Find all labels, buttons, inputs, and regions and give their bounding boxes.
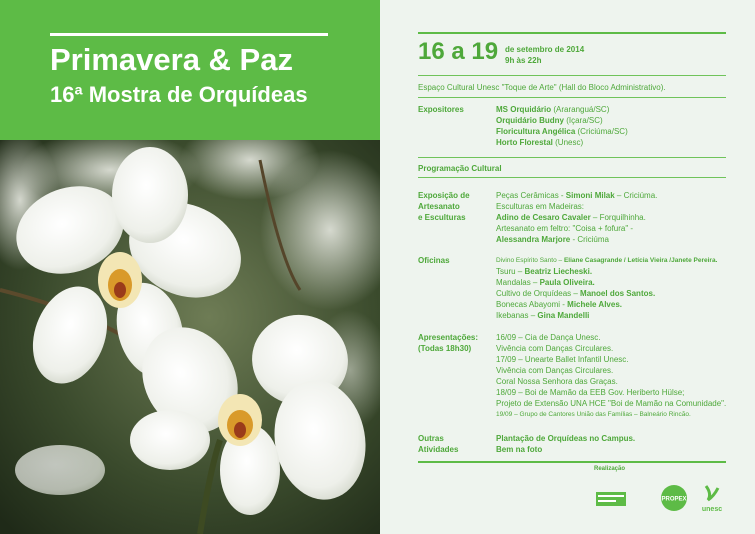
exposicao-list — [496, 190, 657, 245]
item-name: Michele Alves. — [567, 300, 622, 309]
list-item — [496, 433, 635, 444]
item-text: Divino Espírito Santo – — [496, 257, 564, 264]
realizacao-label: Realização — [594, 466, 626, 472]
espaco-cultural-logo — [596, 492, 626, 506]
label-line: (Todas 18h30) — [418, 344, 472, 353]
exhibitor-place: (Içara/SC) — [564, 116, 603, 125]
item-text: Mandalas – — [496, 278, 540, 287]
top-rule — [418, 32, 726, 34]
exhibitor-name: Floricultura Angélica — [496, 127, 576, 136]
footer-rule — [418, 461, 726, 463]
list-item — [496, 201, 657, 212]
outras-label — [418, 433, 458, 455]
item-place: - Criciúma — [570, 235, 609, 244]
item-name: Manoel dos Santos. — [580, 289, 656, 298]
programacao-title: Programação Cultural — [418, 164, 502, 173]
list-item: 19/09 – Grupo de Cantores União das Famílias – Balneário Rincão. — [496, 411, 691, 418]
venue-text: Espaço Cultural Unesc "Toque de Arte" (Hall do Bloco Administrativo). — [418, 83, 666, 92]
poster-title: Primavera & Paz — [50, 42, 293, 77]
list-item: Coral Nossa Senhora das Graças. — [496, 377, 618, 386]
list-item — [496, 310, 717, 321]
list-item: 18/09 – Boi de Mamão da EEB Gov. Heriberto Hülse; — [496, 388, 685, 397]
unesc-logo-text: unesc — [701, 506, 723, 513]
item-text: Peças Cerâmicas - — [496, 191, 566, 200]
exhibitor-item — [496, 104, 628, 115]
label-line: Exposição de — [418, 191, 470, 200]
exhibitor-item — [496, 137, 628, 148]
outras-list — [496, 433, 635, 455]
sponsor-logos — [596, 482, 726, 514]
item-name: Paula Oliveira. — [539, 278, 595, 287]
right-column — [380, 0, 755, 534]
list-item — [496, 255, 717, 266]
divider — [418, 177, 726, 178]
item-place: – Forquilhinha. — [590, 213, 646, 222]
propex-logo — [661, 485, 687, 511]
orchid-illustration — [0, 140, 380, 534]
item-name: Eliane Casagrande / Letícia Vieira /Janete Pereira. — [563, 257, 718, 264]
list-item: 17/09 – Unearte Ballet Infantil Unesc. — [496, 355, 629, 364]
list-item — [496, 277, 717, 288]
item-name: Alessandra Marjore — [496, 235, 571, 244]
apresentacoes-list — [496, 332, 726, 420]
propex-logo-text: PROPEX — [661, 496, 687, 503]
list-item — [496, 190, 657, 201]
list-item — [496, 212, 657, 223]
exhibitor-item — [496, 126, 628, 137]
item-text: Cultivo de Orquídeas – — [496, 289, 581, 298]
exposicao-label — [418, 190, 470, 223]
list-item — [496, 444, 635, 455]
item-text: Esculturas em Madeiras: — [496, 202, 585, 211]
date-details — [505, 44, 584, 66]
date-range: 16 a 19 — [418, 38, 499, 65]
list-item: Projeto de Extensão UNA HCE "Boi de Mamão na Comunidade". — [496, 399, 727, 408]
exhibitor-place: (Criciúma/SC) — [575, 127, 628, 136]
exhibitor-item — [496, 115, 628, 126]
title-rule — [50, 33, 328, 36]
oficinas-label: Oficinas — [418, 256, 450, 265]
label-line: Outras — [418, 434, 444, 443]
item-text: Ikebanas – — [496, 311, 538, 320]
list-item — [496, 234, 657, 245]
exhibitor-name: MS Orquidário — [496, 105, 552, 114]
label-line: Atividades — [418, 445, 459, 454]
list-item: Vivência com Danças Circulares. — [496, 366, 614, 375]
divider — [418, 157, 726, 158]
divider — [418, 97, 726, 98]
item-name: Plantação de Orquídeas no Campus. — [496, 434, 636, 443]
exhibitor-name: Horto Florestal — [496, 138, 553, 147]
item-text: Artesanato em feltro: "Coisa + fofura" - — [496, 224, 634, 233]
title-banner — [0, 0, 380, 140]
apresentacoes-label — [418, 332, 478, 354]
expositores-label: Expositores — [418, 105, 464, 114]
exhibitor-name: Orquidário Budny — [496, 116, 564, 125]
list-item — [496, 266, 717, 277]
divider — [418, 75, 726, 76]
exhibitor-place: (Unesc) — [552, 138, 584, 147]
item-name: Gina Mandelli — [537, 311, 590, 320]
item-name: Beatriz Liecheski. — [524, 267, 593, 276]
unesc-logo — [702, 486, 722, 513]
expositores-list — [496, 104, 628, 148]
item-name: Simoni Milak — [565, 191, 615, 200]
item-place: – Criciúma. — [614, 191, 658, 200]
list-item: 16/09 – Cia de Dança Unesc. — [496, 333, 601, 342]
list-item: Vivência com Danças Circulares. — [496, 344, 614, 353]
list-item — [496, 223, 657, 234]
list-item — [496, 299, 717, 310]
item-text: Tsuru – — [496, 267, 525, 276]
label-line: Artesanato — [418, 202, 460, 211]
month-year: de setembro de 2014 — [505, 45, 585, 54]
opening-hours: 9h às 22h — [505, 56, 542, 65]
exhibitor-place: (Araranguá/SC) — [551, 105, 610, 114]
poster-subtitle: 16ª Mostra de Orquídeas — [50, 82, 308, 107]
orchid-photo — [0, 140, 380, 534]
item-text: Bonecas Abayomi - — [496, 300, 568, 309]
oficinas-list — [496, 255, 717, 321]
label-line: e Esculturas — [418, 213, 466, 222]
list-item — [496, 288, 717, 299]
label-line: Apresentações: — [418, 333, 479, 342]
item-name: Adino de Cesaro Cavaler — [496, 213, 591, 222]
item-name: Bem na foto — [496, 445, 543, 454]
